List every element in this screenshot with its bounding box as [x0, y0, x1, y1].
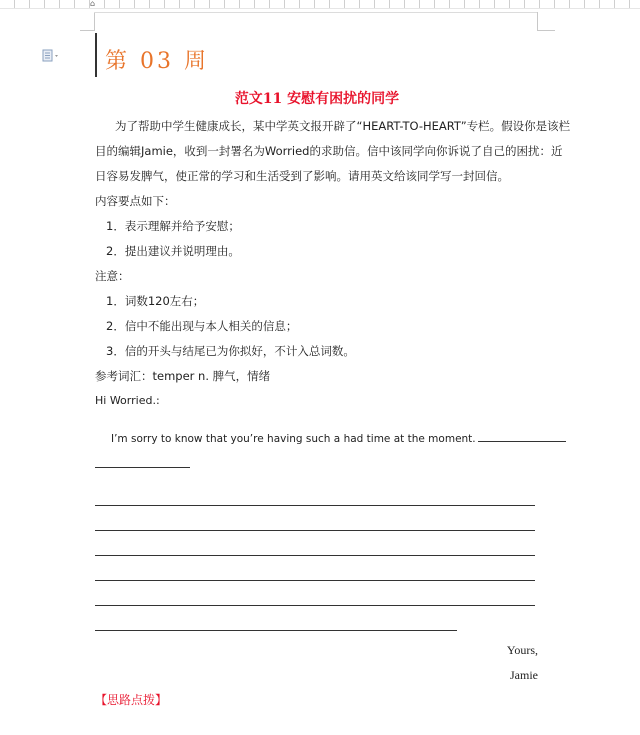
article-title	[0, 88, 640, 108]
task-paragraph-line-2: 目的编辑Jamie，收到一封署名为Worried的求助信。信中该同学向你诉说了自己的困扰：近	[95, 144, 563, 158]
page-top-edge	[94, 12, 537, 13]
note-item: 3．信的开头与结尾已为你拟好，不计入总词数。	[106, 344, 355, 358]
point-item: 1．表示理解并给予安慰；	[106, 219, 240, 233]
answer-line[interactable]	[95, 505, 535, 506]
letter-greeting: Hi Worried.:	[95, 394, 160, 407]
vocab-reference: 参考词汇：temper n. 脾气，情绪	[95, 369, 271, 383]
page-corner-mark-right	[537, 30, 555, 31]
note-item: 1．词数120左右；	[106, 294, 205, 308]
answer-line[interactable]	[95, 605, 535, 606]
answer-line[interactable]	[95, 530, 535, 531]
page-corner-mark-right-vertical	[537, 12, 538, 30]
point-item: 2．提出建议并说明理由。	[106, 244, 240, 258]
points-heading: 内容要点如下：	[95, 194, 176, 208]
answer-line[interactable]	[95, 555, 535, 556]
letter-opening-line	[111, 430, 540, 447]
answer-line[interactable]	[95, 630, 457, 631]
document-icon[interactable]	[42, 48, 62, 62]
hint-heading: 【思路点拨】	[95, 693, 168, 707]
article-title-text: 范文11 安慰有困扰的同学	[234, 91, 400, 107]
week-marker-bar	[95, 33, 97, 77]
notes-heading: 注意：	[95, 269, 130, 283]
note-item: 2．信中不能出现与本人相关的信息；	[106, 319, 298, 333]
answer-blank[interactable]	[478, 430, 566, 442]
ruler-indent-marker-icon[interactable]: ⌂	[90, 0, 96, 8]
letter-signature: Jamie	[510, 668, 538, 682]
answer-blank[interactable]	[95, 467, 190, 468]
page-corner-mark	[80, 12, 95, 31]
answer-line[interactable]	[95, 580, 535, 581]
task-paragraph-line-1: 为了帮助中学生健康成长，某中学英文报开辟了“HEART-TO-HEART”专栏。假设你是该栏	[115, 119, 571, 133]
letter-opening-text: I’m sorry to know that you’re having such a had time at the moment.	[111, 433, 476, 445]
task-paragraph-line-3: 日容易发脾气，使正常的学习和生活受到了影响。请用英文给该同学写一封回信。	[95, 169, 509, 183]
week-label: 第 03 周	[105, 49, 209, 74]
letter-closing: Yours,	[506, 643, 538, 657]
